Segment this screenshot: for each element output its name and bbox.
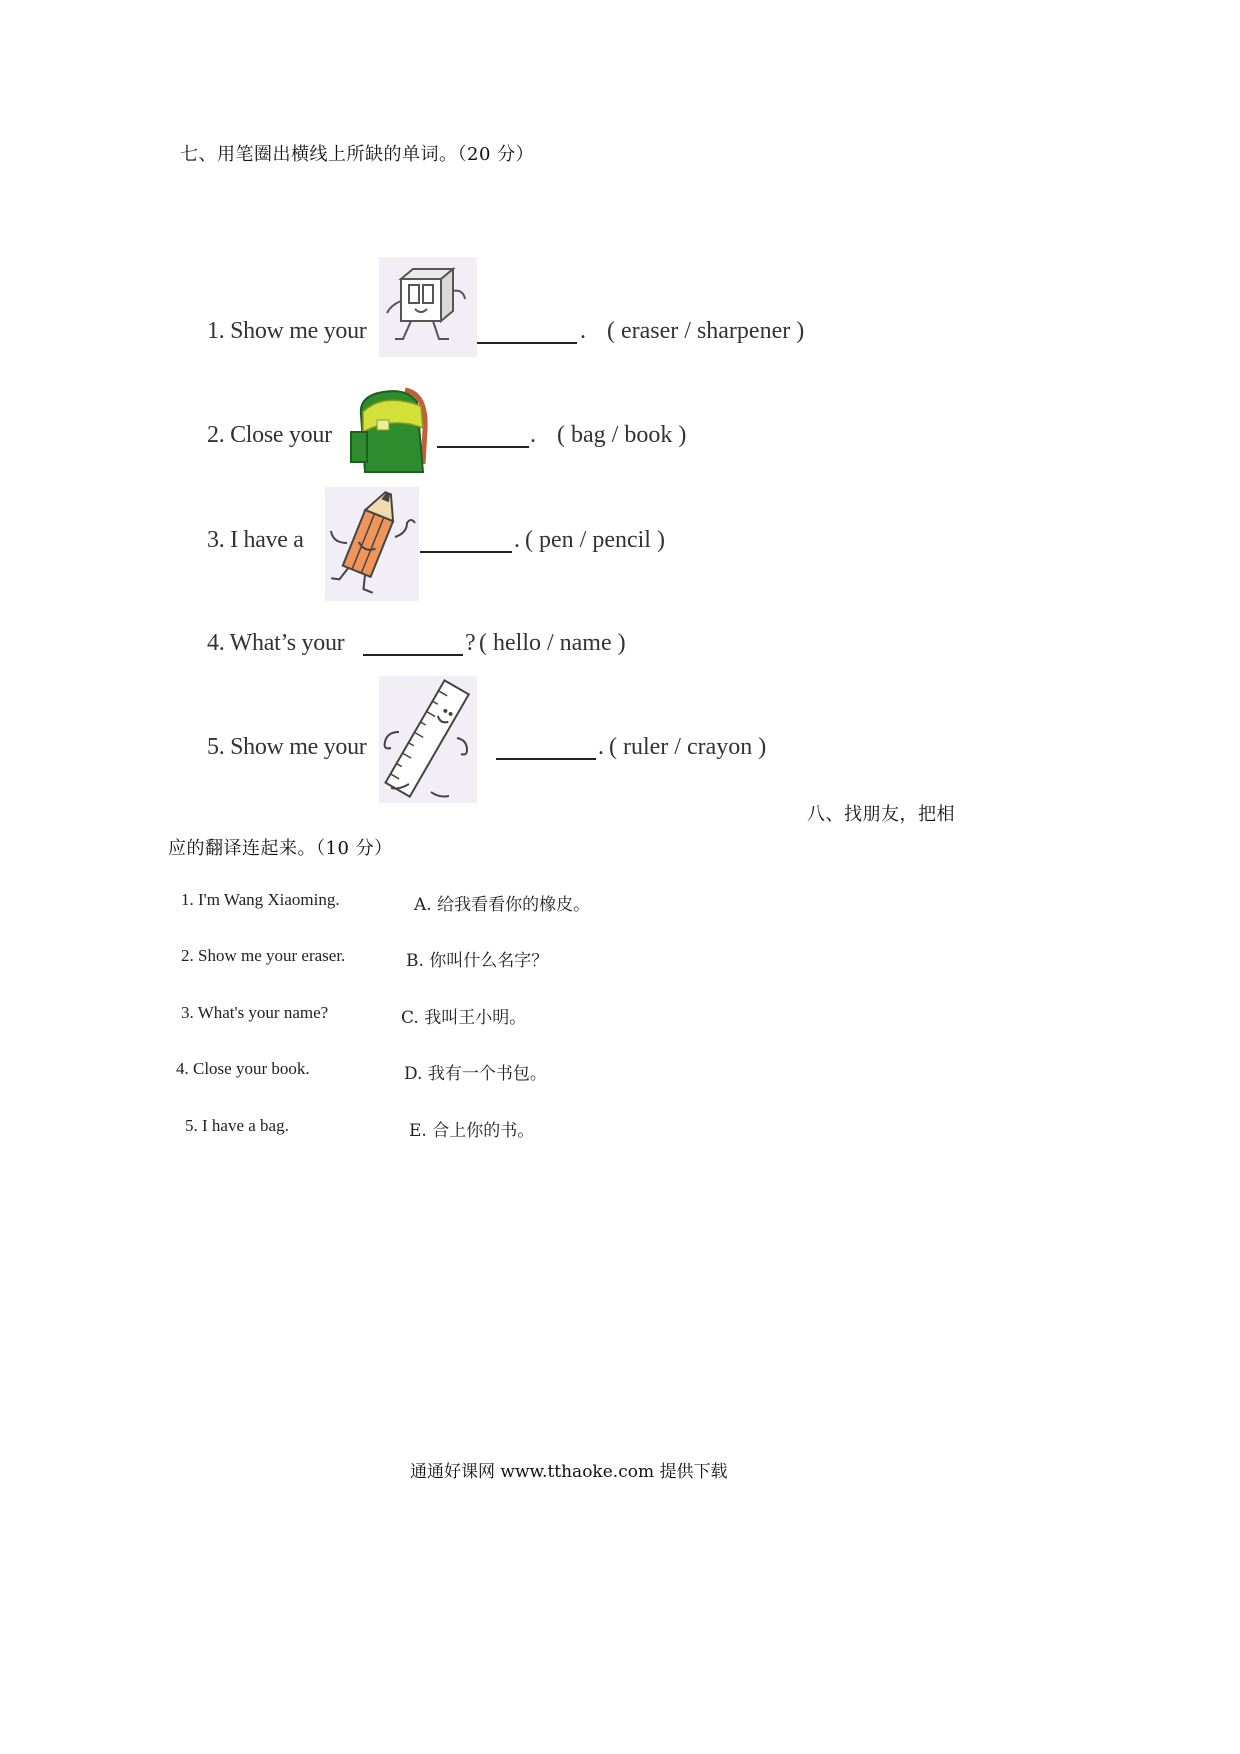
bag-icon [347, 384, 434, 473]
question-4-blank[interactable] [363, 628, 463, 656]
question-5-text: 5. Show me your [207, 734, 367, 760]
question-4-text: 4. What’s your [207, 630, 345, 656]
match-left-2: 2. Show me your eraser. [181, 946, 346, 965]
question-2-text: 2. Close your [207, 422, 332, 448]
question-3-blank[interactable] [420, 525, 512, 553]
question-5-end: . [598, 734, 604, 760]
match-right-b: B. 你叫什么名字？ [406, 951, 549, 971]
question-3-text: 3. I have a [207, 527, 304, 553]
question-1-blank[interactable] [477, 316, 577, 344]
question-5-options: ( ruler / crayon ) [609, 734, 767, 760]
match-right-c: C. 我叫王小明。 [401, 1008, 527, 1028]
match-right-d: D. 我有一个书包。 [404, 1064, 547, 1084]
question-1-text: 1. Show me your [207, 318, 367, 344]
match-left-4: 4. Close your book. [176, 1059, 310, 1078]
section-8-title-part1: 八、找朋友，把相 [807, 804, 955, 825]
match-right-a: A. 给我看看你的橡皮。 [414, 895, 591, 915]
question-1-end: . [580, 318, 586, 344]
question-2-blank[interactable] [437, 420, 529, 448]
match-left-3: 3. What's your name? [181, 1003, 329, 1022]
section-7-title: 七、用笔圈出横线上所缺的单词。（20 分） [180, 144, 535, 165]
match-left-1: 1. I'm Wang Xiaoming. [181, 890, 340, 909]
question-4-end: ? [465, 630, 476, 656]
question-2-end: . [530, 422, 536, 448]
pencil-icon [325, 487, 419, 601]
footer-text: 通通好课网 www.tthaoke.com 提供下载 [410, 1462, 728, 1482]
ruler-icon [379, 676, 477, 803]
match-right-e: E. 合上你的书。 [409, 1121, 535, 1141]
sharpener-icon [379, 257, 477, 357]
question-3-options: ( pen / pencil ) [525, 527, 665, 553]
match-left-5: 5. I have a bag. [185, 1116, 289, 1135]
question-1-options: ( eraser / sharpener ) [607, 318, 805, 344]
section-8-title-part2: 应的翻译连起来。（10 分） [168, 838, 393, 859]
question-4-options: ( hello / name ) [479, 630, 626, 656]
question-3-end: . [514, 527, 520, 553]
question-5-blank[interactable] [496, 732, 596, 760]
question-2-options: ( bag / book ) [557, 422, 687, 448]
